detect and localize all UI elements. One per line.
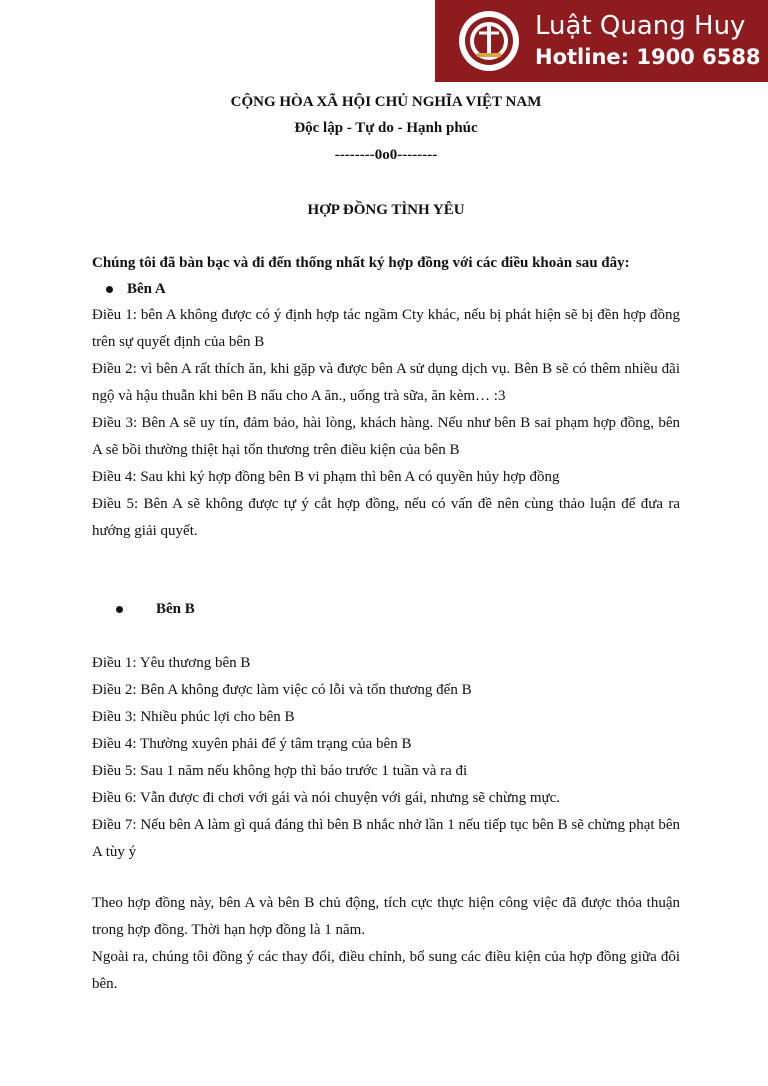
party-b-clause-2: Điều 2: Bên A không được làm việc có lỗi và tổn thương đến B	[92, 682, 472, 698]
scales-of-justice-icon	[457, 9, 521, 73]
logo-text	[535, 9, 760, 71]
party-a-heading	[106, 281, 166, 298]
logo-name: Luật Quang Huy	[535, 11, 746, 41]
logo-hotline: Hotline: 1900 6588	[535, 45, 761, 69]
party-b-clause-5: Điều 5: Sau 1 năm nếu không hợp thì báo trước 1 tuần và ra đi	[92, 763, 468, 779]
party-b-clause-3: Điều 3: Nhiều phúc lợi cho bên B	[92, 709, 295, 725]
party-a-clause-5: Điều 5: Bên A sẽ không được tự ý cắt hợp đồng, nếu có vấn đề nên cùng thảo luận để đưa ra hướng giải quyết.	[92, 496, 680, 539]
party-a-clause-2: Điều 2: vì bên A rất thích ăn, khi gặp và được bên A sử dụng dịch vụ. Bên B sẽ có thêm nhiều đãi ngộ và hậu thuẫn khi bên B nấu cho A ăn., uống trà sữa, ăn kèm… :3	[92, 361, 680, 404]
party-a-clause-3: Điều 3: Bên A sẽ uy tín, đảm bảo, hài lòng, khách hàng. Nếu như bên B sai phạm hợp đồng, bên A sẽ bồi thường thiệt hại tổn thương trên điều kiện của bên B	[92, 415, 680, 458]
party-a-clause-4: Điều 4: Sau khi ký hợp đồng bên B vi phạm thì bên A có quyền hủy hợp đồng	[92, 469, 560, 485]
bullet-icon	[106, 286, 113, 293]
party-b-clause-6: Điều 6: Vẫn được đi chơi với gái và nói chuyện với gái, nhưng sẽ chừng mực.	[92, 790, 561, 806]
party-b-label: Bên B	[156, 601, 195, 617]
party-b-clause-1: Điều 1: Yêu thương bên B	[92, 655, 251, 671]
country-heading: CỘNG HÒA XÃ HỘI CHỦ NGHĨA VIỆT NAM	[230, 94, 542, 110]
party-b-clause-7: Điều 7: Nếu bên A làm gì quá đáng thì bên B nhắc nhở lần 1 nếu tiếp tục bên B sẽ chừng phạt bên A tùy ý	[92, 817, 680, 860]
party-b-heading	[116, 601, 195, 618]
motto-heading: Độc lập - Tự do - Hạnh phúc	[294, 120, 478, 136]
logo-banner	[435, 0, 768, 82]
document-title: HỢP ĐỒNG TÌNH YÊU	[307, 202, 465, 218]
header-separator: --------0o0--------	[334, 147, 438, 163]
party-a-label: Bên A	[127, 281, 166, 297]
intro-text: Chúng tôi đã bàn bạc và đi đến thống nhất ký hợp đồng với các điều khoản sau đây:	[92, 255, 630, 271]
closing-paragraph-2: Ngoài ra, chúng tôi đồng ý các thay đổi, điều chỉnh, bổ sung các điều kiện của hợp đồng giữa đôi bên.	[92, 949, 680, 992]
bullet-icon	[116, 606, 123, 613]
party-b-clause-4: Điều 4: Thường xuyên phải để ý tâm trạng của bên B	[92, 736, 412, 752]
party-a-clause-1: Điều 1: bên A không được có ý định hợp tác ngầm Cty khác, nếu bị phát hiện sẽ bị đền hợp đồng trên sự quyết định của bên B	[92, 307, 680, 350]
closing-paragraph-1: Theo hợp đồng này, bên A và bên B chủ động, tích cực thực hiện công việc đã được thỏa thuận trong hợp đồng. Thời hạn hợp đồng là 1 năm.	[92, 895, 680, 938]
